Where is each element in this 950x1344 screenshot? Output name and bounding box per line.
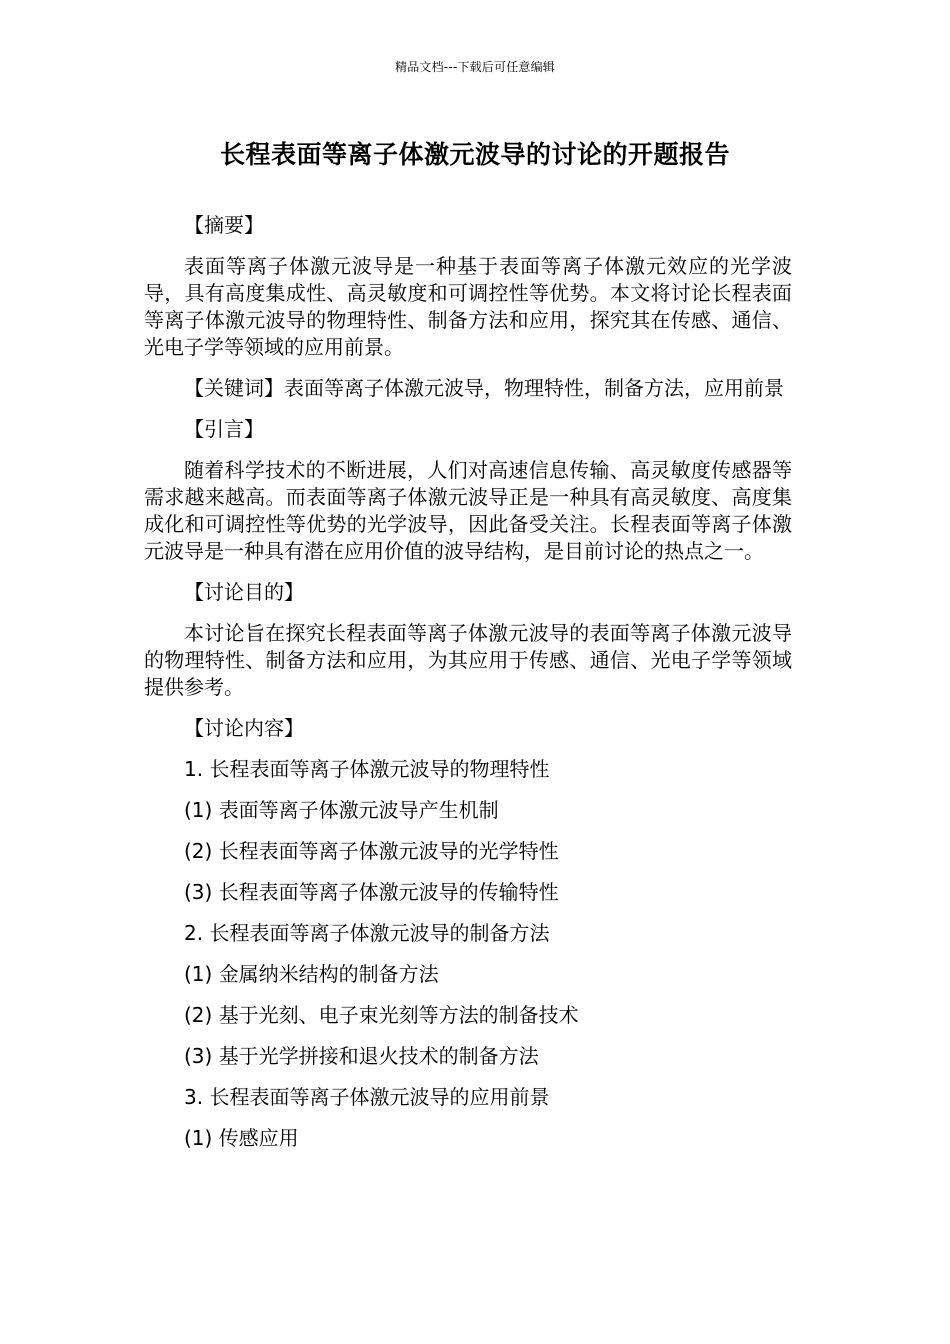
outline-item: (1) 表面等离子体激元波导产生机制 [184, 798, 499, 822]
intro-paragraph: 随着科学技术的不断进展，人们对高速信息传输、高灵敏度传感器等需求越来越高。而表面等离子体激元波导正是一种具有高灵敏度、高度集成化和可调控性等优势的光学波导，因此备受关注。长程表面等离子体激元波导是一种具有潜在应用价值的波导结构，是目前讨论的热点之一。 [144, 458, 792, 563]
purpose-paragraph: 本讨论旨在探究长程表面等离子体激元波导的表面等离子体激元波导的物理特性、制备方法和应用，为其应用于传感、通信、光电子学等领域提供参考。 [144, 621, 792, 699]
content-heading: 【讨论内容】 [184, 716, 304, 740]
document-body [144, 212, 792, 1166]
keywords-text: 表面等离子体激元波导，物理特性，制备方法，应用前景 [284, 376, 784, 400]
intro-heading: 【引言】 [184, 417, 264, 441]
outline-item: (2) 基于光刻、电子束光刻等方法的制备技术 [184, 1003, 579, 1027]
abstract-heading: 【摘要】 [184, 213, 264, 237]
keywords-paragraph [144, 375, 792, 402]
outline-item: (1) 金属纳米结构的制备方法 [184, 962, 439, 986]
outline-item: 2. 长程表面等离子体激元波导的制备方法 [184, 921, 550, 945]
document-header-note: 精品文档---下载后可任意编辑 [395, 60, 555, 74]
outline-item: (1) 传感应用 [184, 1126, 299, 1150]
keywords-label: 【关键词】 [184, 376, 284, 400]
outline-item: (3) 长程表面等离子体激元波导的传输特性 [184, 880, 559, 904]
outline-item: (3) 基于光学拼接和退火技术的制备方法 [184, 1044, 539, 1068]
outline-item: (2) 长程表面等离子体激元波导的光学特性 [184, 839, 559, 863]
document-title: 长程表面等离子体激元波导的讨论的开题报告 [219, 140, 730, 169]
outline-item: 3. 长程表面等离子体激元波导的应用前景 [184, 1085, 550, 1109]
purpose-heading: 【讨论目的】 [184, 580, 304, 604]
outline-item: 1. 长程表面等离子体激元波导的物理特性 [184, 757, 550, 781]
abstract-paragraph: 表面等离子体激元波导是一种基于表面等离子体激元效应的光学波导，具有高度集成性、高灵敏度和可调控性等优势。本文将讨论长程表面等离子体激元波导的物理特性、制备方法和应用，探究其在传感、通信、光电子学等领域的应用前景。 [144, 254, 792, 359]
